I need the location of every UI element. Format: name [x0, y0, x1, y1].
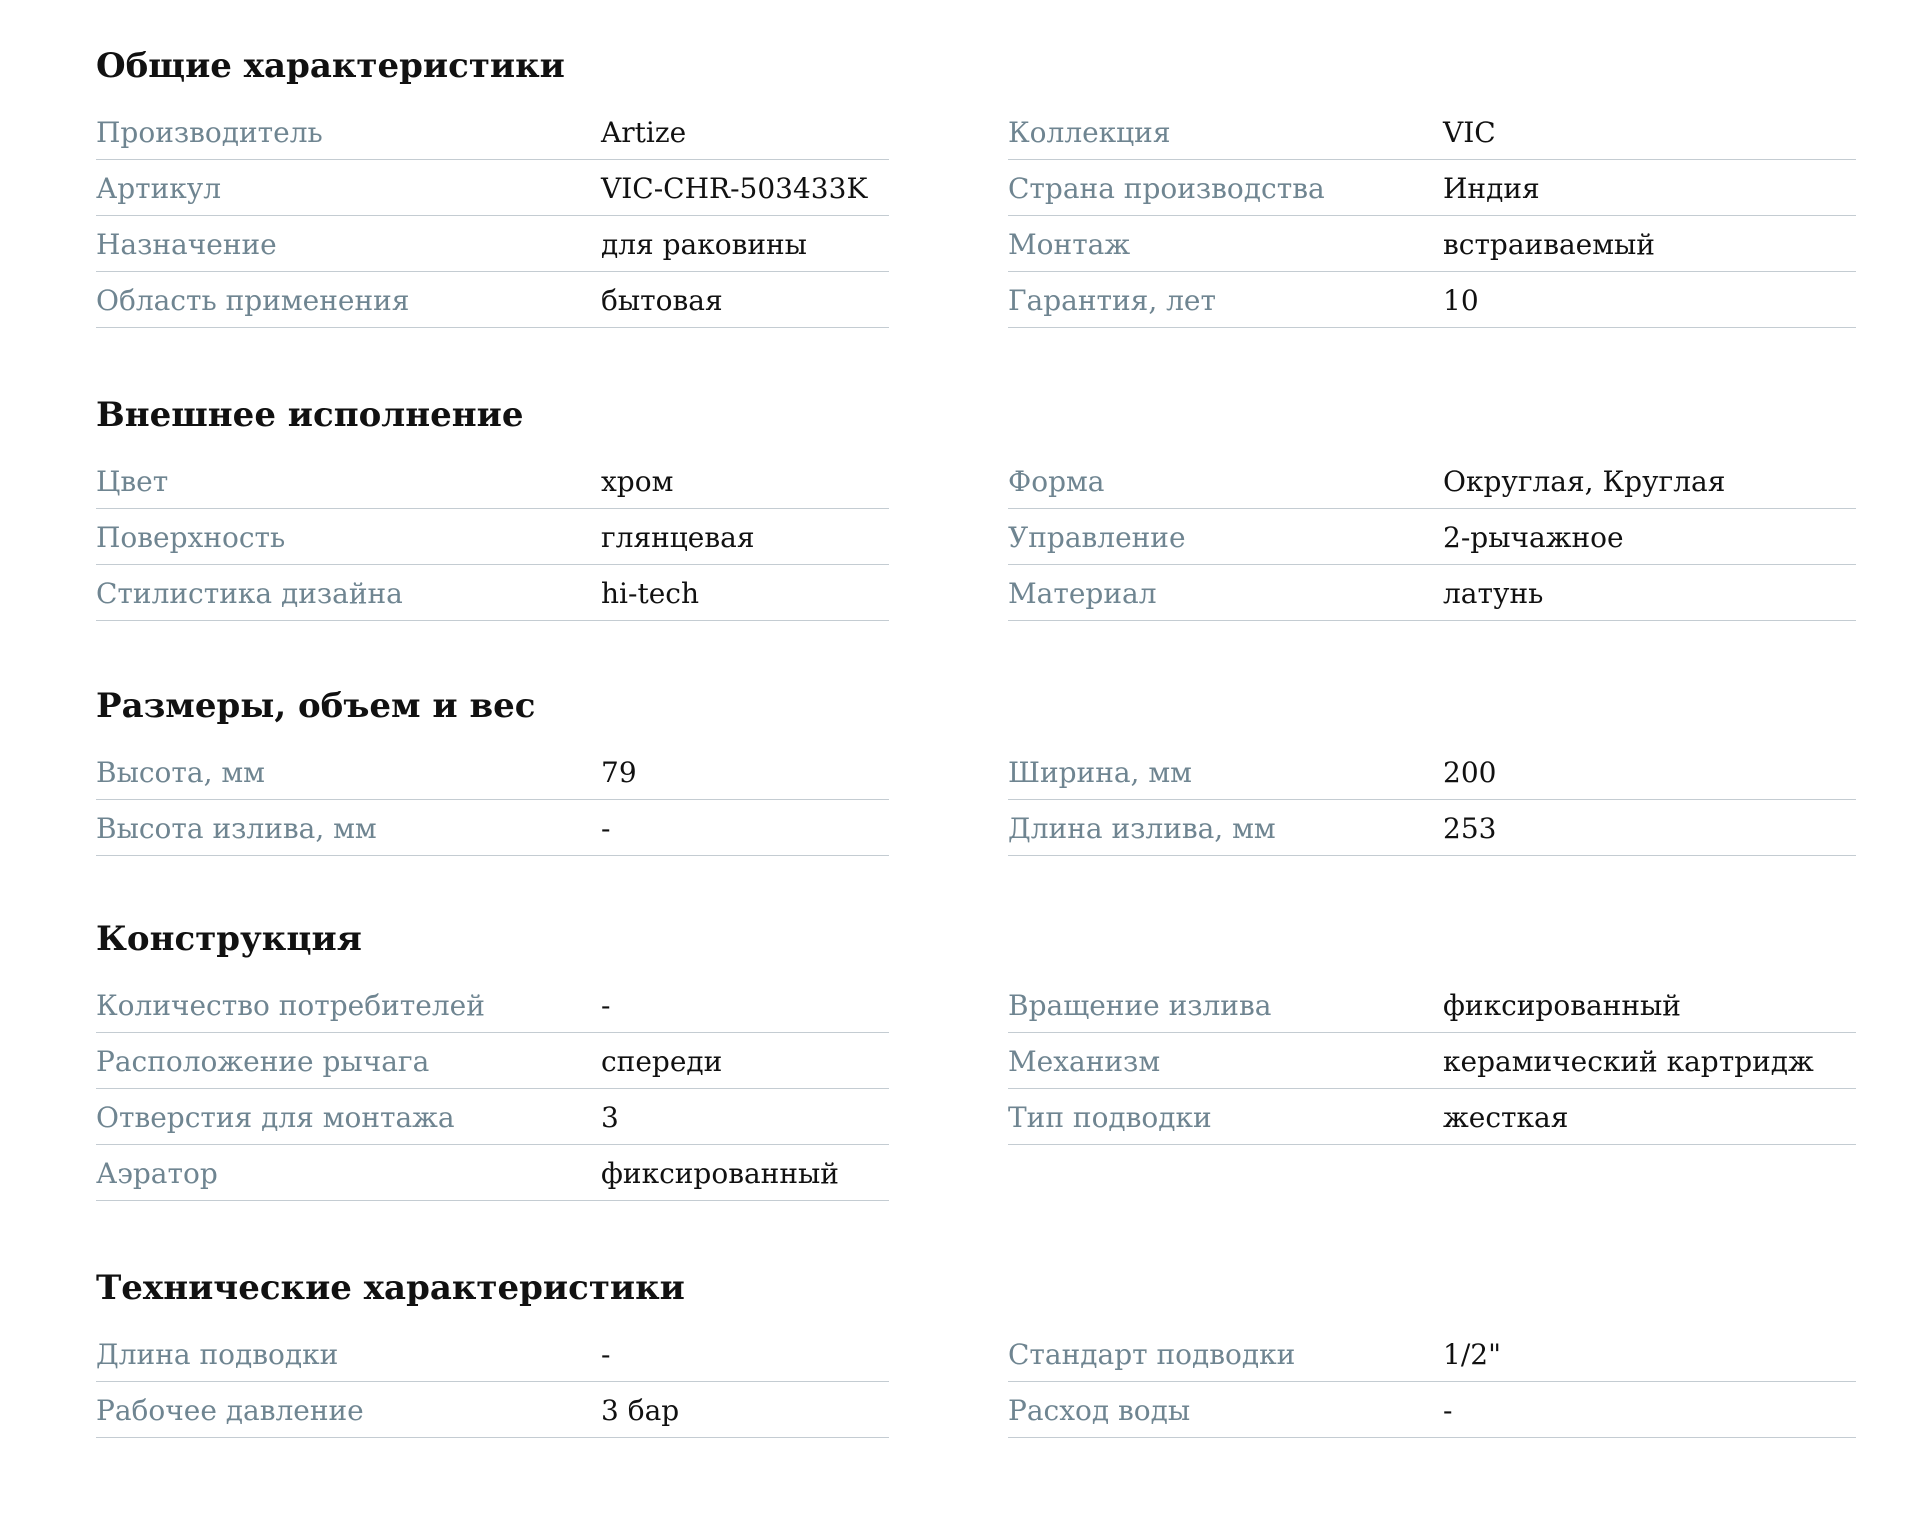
spec-column-left: [96, 744, 889, 856]
spec-value: -: [601, 812, 611, 845]
section-technical: [96, 1256, 1856, 1427]
spec-value: 10: [1443, 284, 1479, 317]
spec-label: Производитель: [96, 116, 323, 149]
spec-value: 2-рычажное: [1443, 521, 1624, 554]
spec-value: фиксированный: [1443, 989, 1681, 1022]
spec-label: Длина излива, мм: [1008, 812, 1276, 845]
spec-row: [1008, 453, 1856, 509]
spec-value: 200: [1443, 756, 1497, 789]
spec-value: 1/2": [1443, 1338, 1501, 1371]
spec-value: -: [1443, 1394, 1453, 1427]
spec-label: Количество потребителей: [96, 989, 485, 1022]
spec-row: [1008, 565, 1856, 621]
spec-row: [96, 1145, 889, 1201]
spec-label: Отверстия для монтажа: [96, 1101, 455, 1134]
section-construction: [96, 907, 1856, 1190]
spec-row: [96, 1382, 889, 1438]
section-appearance: [96, 383, 1856, 610]
spec-label: Управление: [1008, 521, 1186, 554]
spec-row: [1008, 977, 1856, 1033]
spec-row: [96, 565, 889, 621]
spec-value: 3: [601, 1101, 619, 1134]
spec-label: Ширина, мм: [1008, 756, 1192, 789]
spec-row: [96, 104, 889, 160]
spec-label: Артикул: [96, 172, 222, 205]
spec-label: Коллекция: [1008, 116, 1171, 149]
spec-row: [96, 216, 889, 272]
spec-row: [96, 1033, 889, 1089]
spec-row: [1008, 1326, 1856, 1382]
spec-value: Artize: [601, 116, 687, 149]
spec-label: Материал: [1008, 577, 1157, 610]
spec-column-right: [1008, 104, 1856, 328]
spec-value: Округлая, Круглая: [1443, 465, 1726, 498]
spec-label: Форма: [1008, 465, 1105, 498]
spec-label: Аэратор: [96, 1157, 218, 1190]
spec-column-left: [96, 1326, 889, 1438]
spec-label: Расположение рычага: [96, 1045, 430, 1078]
spec-row: [96, 1326, 889, 1382]
spec-row: [96, 977, 889, 1033]
spec-value: 253: [1443, 812, 1497, 845]
spec-value: фиксированный: [601, 1157, 839, 1190]
spec-row: [1008, 1089, 1856, 1145]
section-title: Размеры, объем и вес: [96, 686, 536, 726]
spec-value: hi-tech: [601, 577, 699, 610]
spec-row: [96, 453, 889, 509]
spec-label: Вращение излива: [1008, 989, 1272, 1022]
spec-label: Стандарт подводки: [1008, 1338, 1296, 1371]
section-title: Технические характеристики: [96, 1268, 685, 1308]
spec-label: Расход воды: [1008, 1394, 1191, 1427]
section-dimensions: [96, 674, 1856, 845]
spec-value: VIC: [1443, 116, 1496, 149]
spec-value: бытовая: [601, 284, 723, 317]
spec-label: Монтаж: [1008, 228, 1131, 261]
spec-row: [1008, 1033, 1856, 1089]
spec-value: хром: [601, 465, 674, 498]
spec-row: [1008, 272, 1856, 328]
spec-label: Назначение: [96, 228, 277, 261]
spec-row: [96, 744, 889, 800]
spec-value: для раковины: [601, 228, 807, 261]
section-title: Конструкция: [96, 919, 362, 959]
spec-row: [96, 800, 889, 856]
spec-row: [1008, 216, 1856, 272]
spec-row: [1008, 104, 1856, 160]
spec-row: [1008, 800, 1856, 856]
spec-column-left: [96, 453, 889, 621]
spec-value: 79: [601, 756, 637, 789]
spec-value: Индия: [1443, 172, 1540, 205]
spec-value: латунь: [1443, 577, 1544, 610]
spec-value: -: [601, 1338, 611, 1371]
spec-label: Поверхность: [96, 521, 286, 554]
spec-label: Высота излива, мм: [96, 812, 377, 845]
spec-column-right: [1008, 977, 1856, 1145]
spec-value: 3 бар: [601, 1394, 680, 1427]
section-general: [96, 34, 1856, 317]
spec-label: Область применения: [96, 284, 410, 317]
section-title: Общие характеристики: [96, 46, 565, 86]
spec-label: Длина подводки: [96, 1338, 339, 1371]
spec-column-right: [1008, 453, 1856, 621]
spec-value: встраиваемый: [1443, 228, 1655, 261]
spec-row: [96, 160, 889, 216]
spec-label: Механизм: [1008, 1045, 1161, 1078]
spec-label: Страна производства: [1008, 172, 1325, 205]
spec-label: Высота, мм: [96, 756, 265, 789]
spec-label: Тип подводки: [1008, 1101, 1212, 1134]
spec-column-right: [1008, 1326, 1856, 1438]
spec-row: [96, 272, 889, 328]
spec-value: керамический картридж: [1443, 1045, 1814, 1078]
spec-row: [1008, 160, 1856, 216]
spec-value: глянцевая: [601, 521, 755, 554]
spec-value: спереди: [601, 1045, 723, 1078]
spec-row: [1008, 509, 1856, 565]
spec-label: Цвет: [96, 465, 169, 498]
spec-column-left: [96, 104, 889, 328]
spec-column-right: [1008, 744, 1856, 856]
section-title: Внешнее исполнение: [96, 395, 524, 435]
spec-row: [96, 509, 889, 565]
spec-row: [1008, 1382, 1856, 1438]
spec-value: VIC-CHR-503433K: [601, 172, 868, 205]
spec-row: [96, 1089, 889, 1145]
spec-column-left: [96, 977, 889, 1201]
spec-value: жесткая: [1443, 1101, 1569, 1134]
spec-value: -: [601, 989, 611, 1022]
spec-label: Рабочее давление: [96, 1394, 364, 1427]
spec-row: [1008, 744, 1856, 800]
spec-label: Стилистика дизайна: [96, 577, 403, 610]
spec-label: Гарантия, лет: [1008, 284, 1216, 317]
